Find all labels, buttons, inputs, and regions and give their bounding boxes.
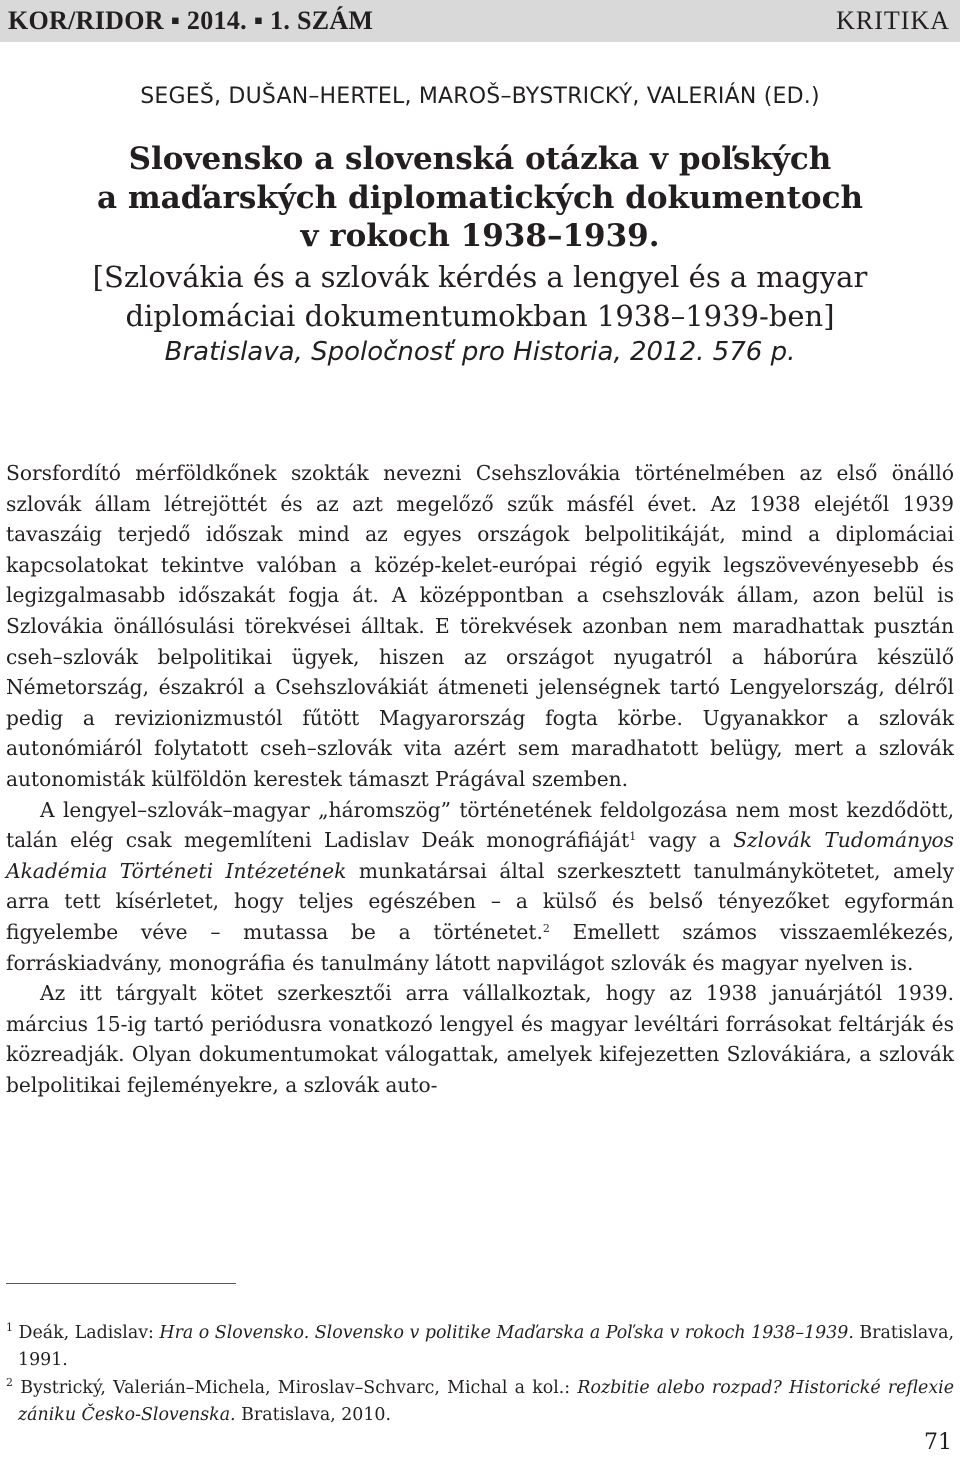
footnote-ref[interactable]: 1 (629, 830, 637, 844)
footnote-ref[interactable]: 2 (542, 921, 550, 935)
footnote (6, 1320, 954, 1373)
paragraph: Sorsfordító mérföldkőnek szokták nevezni Csehszlovákia történelmében az első önálló szlovák állam létrejöttét és az azt megelőző szűk másfél évet. Az 1938 elejétől 1939 tavaszáig terjedő időszak mind az egyes országok belpolitikáját, mind a diplomáciai kapcsolatokat tekintve valóban a közép-kelet-európai régió egyik legszövevényesebb és legizgalmasabb időszakát fogja át. A középpontban a csehszlovák állam, azon belül is Szlovákia önállósulási törekvései álltak. E törekvések azonban nem maradhattak pusztán cseh–szlovák belpolitikai ügyek, hiszen az országot nyugatról a háborúra készülő Németország, északról a Csehszlovákiát átmeneti jelenségnek tartó Lengyelország, délről pedig a revizionizmustól fűtött Magyarország fogta körbe. Ugyanakkor a szlovák autonómiáról folytatott cseh–szlovák vita azért sem maradhatott belügy, mert a szlovák autonomisták külföldön kerestek támaszt Prágával szemben. (6, 461, 954, 791)
book-title-line: a maďarských diplomatických dokumentoch (97, 179, 863, 216)
footnote-text: Bratislava, 1991. (18, 1323, 954, 1370)
book-title-line: Slovensko a slovenská otázka v poľských (128, 141, 832, 177)
book-subtitle-line: [Szlovákia és a szlovák kérdés a lengyel és a magyar (92, 260, 868, 294)
footnote-text: Deák, Ladislav: (13, 1323, 160, 1343)
book-subtitle (0, 258, 960, 335)
book-subtitle-line: diplomáciai dokumentumokban 1938–1939-ben] (125, 298, 835, 333)
footnote-text: Bratislava, 2010. (235, 1404, 392, 1425)
page-number: 71 (924, 1430, 952, 1455)
running-header (0, 0, 960, 42)
book-title (0, 140, 960, 256)
footnote-number: 1 (6, 1321, 13, 1334)
text-run: Emellett számos visszaemlékezés, forráskiadvány, monográfia és tanulmány látott napvilágot szlovák és magyar nyelven is. (6, 919, 955, 975)
footnote-italic: Hra o Slovensko. Slovensko v politike Maďarska a Poľska v rokoch 1938–1939. (159, 1323, 854, 1343)
paragraph: Az itt tárgyalt kötet szerkesztői arra vállalkoztak, hogy az 1938 januárjától 1939. március 15-ig tartó periódusra vonatkozó lengyel és magyar levéltári forrásokat feltárják és közreadják. Olyan dokumentumokat válogattak, amelyek kifejezetten Szlovákiára, a szlovák belpolitikai fejleményekre, a szlovák auto- (6, 981, 954, 1097)
book-title-line: v rokoch 1938–1939. (300, 218, 660, 254)
text-run: munkatársai által szerkesztett tanulmánykötetet, amely arra tett kísérletet, hogy teljes egészében – a külső és belső tényezőket egyformán figyelembe véve – mutassa be a történetet. (6, 858, 954, 944)
footnote-italic: Rozbitie alebo rozpad? Historické reflexie zániku Česko-Slovenska. (18, 1378, 954, 1425)
journal-issue-label: KOR/RIDOR ▪ 2014. ▪ 1. SZÁM (8, 6, 374, 35)
text-run: vagy a (636, 828, 734, 853)
publication-info: Bratislava, Spoločnosť pro Historia, 2012. 576 p. (164, 337, 796, 367)
review-body (6, 458, 954, 1100)
footnote (6, 1375, 954, 1428)
text-run: A lengyel–szlovák–magyar „háromszög” történetének feldolgozása nem most kezdődött, talán elég csak megemlíteni Ladislav Deák monográfiáját (6, 797, 954, 853)
section-label: KRITIKA (836, 6, 950, 35)
footnote-number: 2 (6, 1376, 13, 1389)
footnotes (6, 1320, 954, 1430)
footnote-divider (6, 1283, 236, 1284)
book-authors: SEGEŠ, DUŠAN–HERTEL, MAROŠ–BYSTRICKÝ, VALERIÁN (ED.) (140, 84, 820, 109)
footnote-text: Bystrický, Valerián–Michela, Miroslav–Schvarc, Michal a kol.: (13, 1378, 578, 1398)
italic-text: Szlovák Tudományos Akadémia Történeti Intézetének (6, 828, 954, 883)
paragraph (6, 795, 954, 979)
